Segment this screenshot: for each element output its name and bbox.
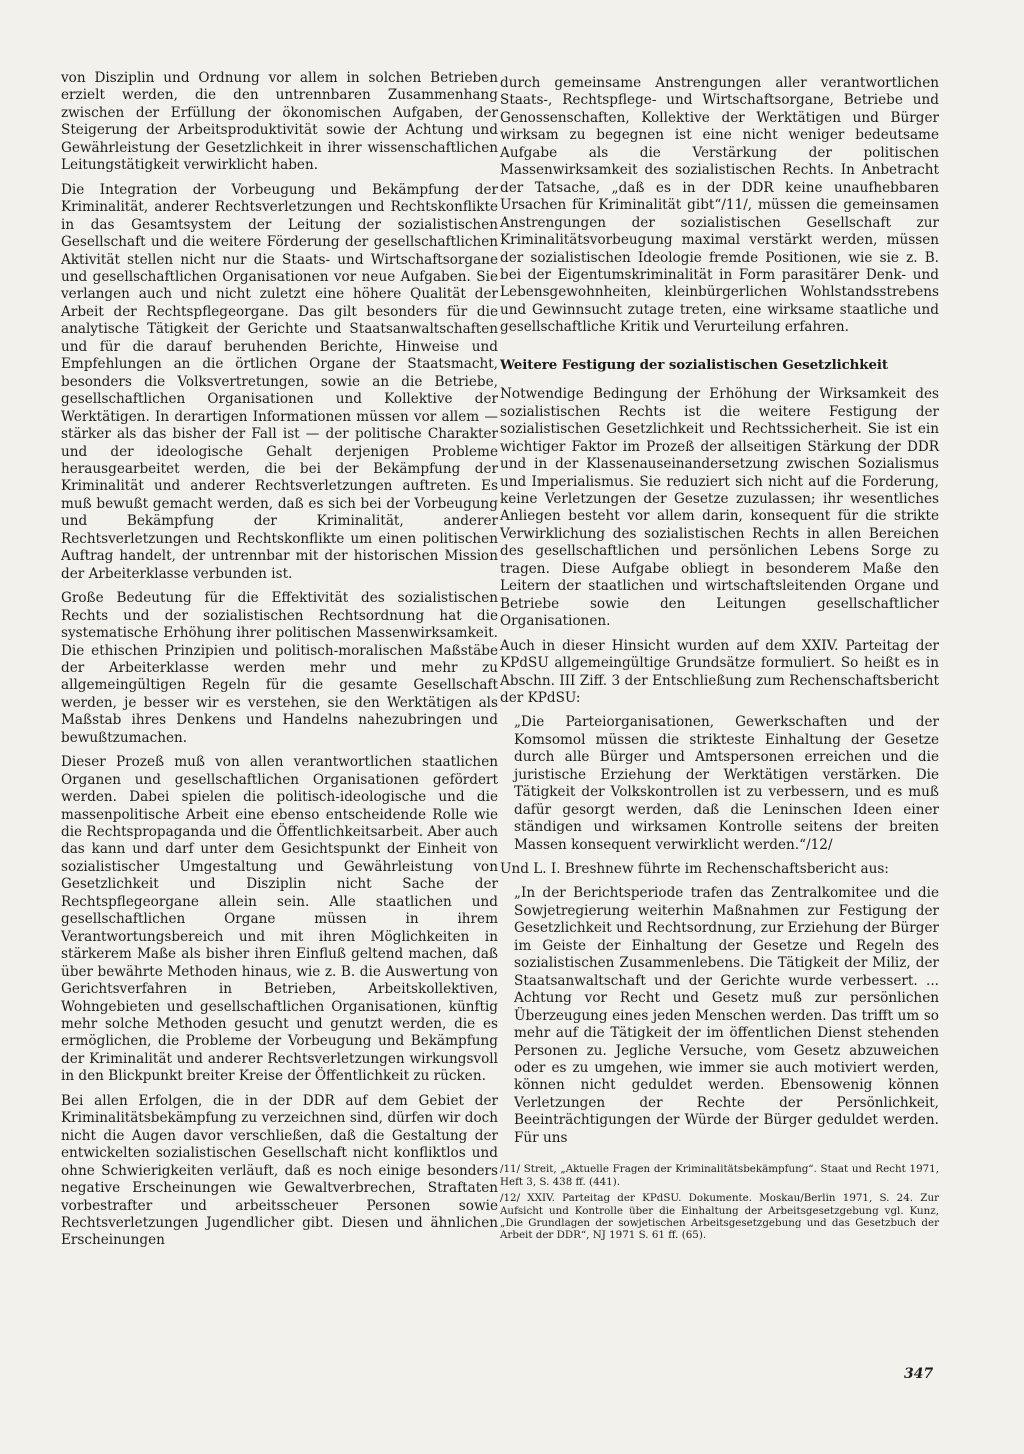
- footnote-12: /12/ XXIV. Parteitag der KPdSU. Dokumente. Moskau/Berlin 1971, S. 24. Zur Aufsicht und Kontrolle über die Einhaltung der Arbeitsgesetzgebung vgl. Kunz, „Die Grundlagen der sowjetischen Arbeitsgesetzgebung und das Gesetzbuch der Arbeit der DDR“, NJ 1971 S. 61 ff. (65).: [500, 1192, 939, 1242]
- paragraph: Dieser Prozeß muß von allen verantwortlichen staatlichen Organen und gesellschaftlichen Organisationen gefördert werden. Dabei spielen die politisch-ideologische und die massenpolitische Arbeit eine ebenso entscheidende Rolle wie die Rechtspropaganda und die Öffentlichkeitsarbeit. Aber auch das kann und darf unter dem Gesichtspunkt der Einheit von sozialistischer Umgestaltung und Gewährleistung von Gesetzlichkeit und Disziplin nicht Sache der Rechtspflegeorgane allein sein. Alle staatlichen und gesellschaftlichen Organe müssen in ihrem Verantwortungsbereich und mit ihren Möglichkeiten in stärkerem Maße als bisher ihren Einfluß geltend machen, daß über bewährte Methoden hinaus, wie z. B. die Auswertung von Gerichtsverfahren in Betrieben, Arbeitskollektiven, Wohngebieten und gesellschaftlichen Organisationen, künftig mehr solche Methoden gesucht und genutzt werden, die es ermöglichen, die Probleme der Vorbeugung und Bekämpfung der Kriminalität und anderer Rechtsverletzungen wirkungsvoll in den Blickpunkt breiter Kreise der Öffentlichkeit zu rücken.: [61, 754, 498, 1085]
- paragraph: durch gemeinsame Anstrengungen aller verantwortlichen Staats-, Rechtspflege- und Wirtschaftsorgane, Betriebe und Genossenschaften, Kollektive der Werktätigen und Bürger wirksam zu begegnen ist eine nicht weniger bedeutsame Aufgabe als die Verstärkung der politischen Massenwirksamkeit des sozialistischen Rechts. In Anbetracht der Tatsache, „daß es in der DDR keine unaufhebbaren Ursachen für Kriminalität gibt“/11/, müssen die gemeinsamen Anstrengungen der sozialistischen Gesellschaft zur Kriminalitätsvorbeugung maximal verstärkt werden, müssen der sozialistischen Ideologie fremde Positionen, wie sie z. B. bei der Eigentumskriminalität in Form parasitärer Denk- und Lebensgewohnheiten, kleinbürgerlichen Wohlstandsstrebens und Gewinnsucht zutage treten, eine wirksame staatliche und gesellschaftliche Kritik und Verurteilung erfahren.: [500, 75, 939, 336]
- page-number: 347: [904, 1366, 934, 1382]
- footnote-11: /11/ Streit, „Aktuelle Fragen der Kriminalitätsbekämpfung“. Staat und Recht 1971, Heft 3, S. 438 ff. (441).: [500, 1163, 939, 1188]
- paragraph: Und L. I. Breshnew führte im Rechenschaftsbericht aus:: [500, 861, 889, 878]
- paragraph: Notwendige Bedingung der Erhöhung der Wirksamkeit des sozialistischen Rechts ist die weitere Festigung der sozialistischen Gesetzlichkeit und Rechtssicherheit. Sie ist ein wichtiger Faktor im Prozeß der allseitigen Stärkung der DDR und in der Klassenauseinandersetzung zwischen Sozialismus und Imperialismus. Sie reduziert sich nicht auf die Forderung, keine Verletzungen der Gesetze zuzulassen; ihr wesentliches Anliegen besteht vor allem darin, konsequent für die strikte Verwirklichung des sozialistischen Rechts in allen Bereichen des gesellschaftlichen und persönlichen Lebens Sorge zu tragen. Diese Aufgabe obliegt in besonderem Maße den Leitern der staatlichen und wirtschaftsleitenden Organe und Betriebe sowie den Leitungen gesellschaftlicher Organisationen.: [500, 386, 939, 630]
- section-heading: Weitere Festigung der sozialistischen Gesetzlichkeit: [500, 356, 888, 373]
- paragraph: Die Integration der Vorbeugung und Bekämpfung der Kriminalität, anderer Rechtsverletzungen und Rechtskonflikte in das Gesamtsystem der Leitung der sozialistischen Gesellschaft und die weitere Förderung der gesellschaftlichen Aktivität stellen nicht nur die Staats- und Wirtschaftsorgane und gesellschaftlichen Organisationen vor neue Aufgaben. Sie verlangen auch und nicht zuletzt eine höhere Qualität der Arbeit der Rechtspflegeorgane. Das gilt besonders für die analytische Tätigkeit der Gerichte und Staatsanwaltschaften und für die darauf beruhenden Berichte, Hinweise und Empfehlungen an die örtlichen Organe der Staatsmacht, besonders die Volksvertretungen, sowie an die Betriebe, gesellschaftlichen Organisationen und Kollektive der Werktätigen. In derartigen Informationen müssen vor allem — stärker als das bisher der Fall ist — der politische Charakter und der ideologische Gehalt derjenigen Probleme herausgearbeitet werden, die bei der Bekämpfung der Kriminalität und anderer Rechtsverletzungen auftreten. Es muß bewußt gemacht werden, daß es sich bei der Vorbeugung und Bekämpfung der Kriminalität, anderer Rechtsverletzungen und Rechtskonflikte um einen politischen Auftrag handelt, der untrennbar mit der historischen Mission der Arbeiterklasse verbunden ist.: [61, 181, 498, 582]
- right-column: [500, 75, 939, 1246]
- paragraph: von Disziplin und Ordnung vor allem in solchen Betrieben erzielt werden, die den untrennbaren Zusammenhang zwischen der Erfüllung der ökonomischen Aufgaben, der Steigerung der Arbeitsproduktivität sowie der Achtung und Gewährleistung der Gesetzlichkeit in ihrer wissenschaftlichen Leitungstätigkeit verwirklicht haben.: [61, 70, 498, 174]
- footnotes: [500, 1163, 939, 1241]
- left-column: [61, 70, 498, 1257]
- block-quote: „Die Parteiorganisationen, Gewerkschaften und der Komsomol müssen die strikteste Einhaltung der Gesetze durch alle Bürger und Amtspersonen erreichen und die juristische Erziehung der Werktätigen verstärken. Die Tätigkeit der Volkskontrollen ist zu verbessern, und es muß dafür gesorgt werden, daß die Leninschen Ideen einer ständigen und wirksamen Kontrolle seitens der breiten Massen konsequent verwirklicht werden.“/12/: [514, 714, 939, 853]
- paragraph: Bei allen Erfolgen, die in der DDR auf dem Gebiet der Kriminalitätsbekämpfung zu verzeichnen sind, dürfen wir doch nicht die Augen davor verschließen, daß die Gestaltung der entwickelten sozialistischen Gesellschaft nicht konfliktlos und ohne Schwierigkeiten verläuft, daß es noch einige besonders negative Erscheinungen wie Gewaltverbrechen, Straftaten vorbestrafter und arbeitsscheuer Personen sowie Rechtsverletzungen Jugendlicher gibt. Diesen und ähnlichen Erscheinungen: [61, 1092, 498, 1249]
- paragraph: Auch in dieser Hinsicht wurden auf dem XXIV. Parteitag der KPdSU allgemeingültige Grundsätze formuliert. So heißt es in Abschn. III Ziff. 3 der Entschließung zum Rechenschaftsbericht der KPdSU:: [500, 637, 939, 706]
- paragraph: Große Bedeutung für die Effektivität des sozialistischen Rechts und der sozialistischen Rechtsordnung hat die systematische Erhöhung ihrer politischen Massenwirksamkeit. Die ethischen Prinzipien und politisch-moralischen Maßstäbe der Arbeiterklasse werden mehr und mehr zu allgemeingültigen Regeln für die gesamte Gesellschaft werden, je besser wir es verstehen, sie den Werktätigen als Maßstab ihres Denkens und Handelns nahezubringen und bewußtzumachen.: [61, 590, 498, 746]
- block-quote: „In der Berichtsperiode trafen das Zentralkomitee und die Sowjetregierung weiterhin Maßnahmen zur Festigung der Gesetzlichkeit und Rechtsordnung, zur Erziehung der Bürger im Geiste der Einhaltung der Gesetze und Regeln des sozialistischen Zusammenlebens. Die Tätigkeit der Miliz, der Staatsanwaltschaft und der Gerichte wurde verbessert. ... Achtung vor Recht und Gesetz muß zur persönlichen Überzeugung eines jeden Menschen werden. Das trifft um so mehr auf die Tätigkeit der im öffentlichen Dienst stehenden Personen zu. Jegliche Versuche, vom Gesetz abzuweichen oder es zu umgehen, wie immer sie auch motiviert werden, können nicht geduldet werden. Ebensowenig können Verletzungen der Rechte der Persönlichkeit, Beeinträchtigungen der Würde der Bürger geduldet werden. Für uns: [514, 885, 939, 1146]
